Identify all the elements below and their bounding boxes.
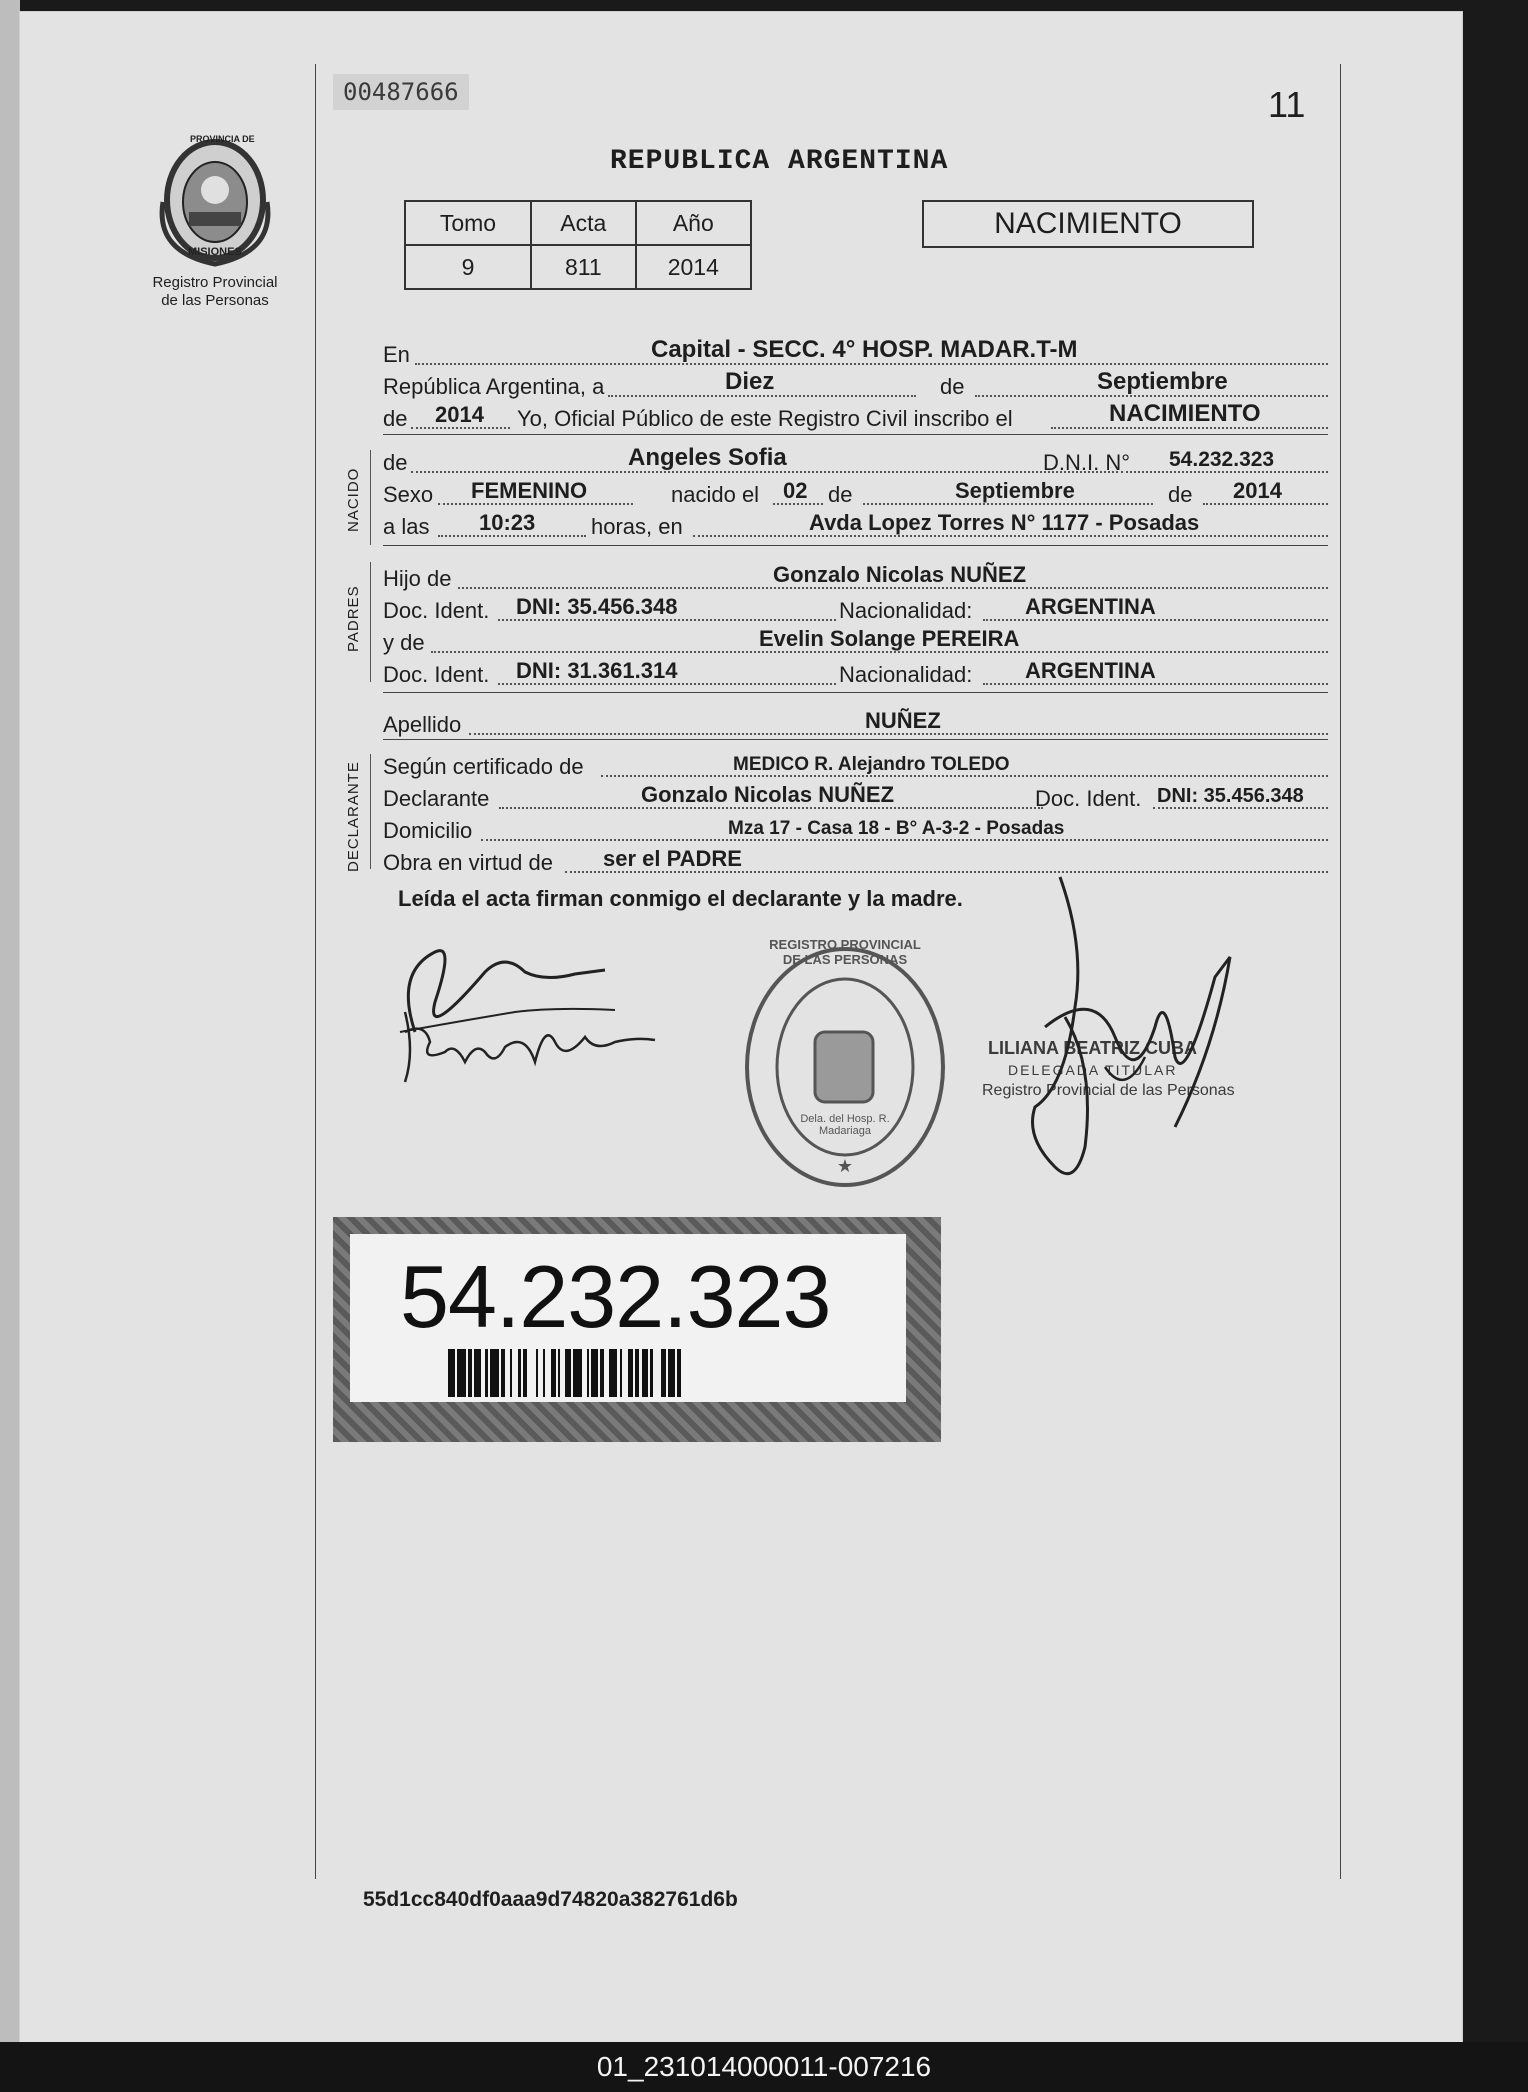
row-sexo (383, 480, 1328, 508)
value-father-nat: ARGENTINA (1025, 594, 1156, 619)
value-domicilio: Mza 17 - Casa 18 - B° A-3-2 - Posadas (728, 818, 1065, 839)
label-certificado: Según certificado de (383, 754, 584, 779)
closing-text: Leída el acta firman conmigo el declarante y la madre. (398, 886, 963, 911)
barcode-bar (510, 1349, 512, 1397)
header-acta: Acta (531, 201, 636, 245)
barcode-bar (587, 1349, 589, 1397)
official-signature (1015, 867, 1255, 1197)
barcode-bar (551, 1349, 555, 1397)
value-day: Diez (725, 368, 775, 395)
value-father: Gonzalo Nicolas NUÑEZ (773, 562, 1027, 587)
barcode-bar (609, 1349, 618, 1397)
value-year: 2014 (435, 402, 484, 427)
value-declarante: Gonzalo Nicolas NUÑEZ (641, 782, 895, 807)
svg-text:★: ★ (836, 1156, 854, 1177)
stamp-inner-text: Dela. del Hosp. R. Madariaga (800, 1113, 890, 1137)
label-doc-3: Doc. Ident. (1035, 786, 1142, 811)
barcode-bar (448, 1349, 455, 1397)
section-nacido-label: NACIDO (345, 467, 362, 532)
row-domicilio (383, 816, 1328, 844)
stamp-ring-text: REGISTRO PROVINCIAL DE LAS PERSONAS (769, 937, 921, 967)
label-de-2: de (383, 406, 408, 431)
record-type-box: NACIMIENTO (922, 200, 1254, 248)
section-declarante-label: DECLARANTE (345, 761, 362, 872)
value-acta: 811 (531, 245, 636, 289)
row-en (383, 336, 1328, 368)
label-nac-2: Nacionalidad: (839, 662, 973, 687)
barcode-bar (573, 1349, 582, 1397)
barcode-bar (600, 1349, 604, 1397)
value-birth-day: 02 (783, 478, 808, 503)
barcode-bar (628, 1349, 632, 1397)
label-doc-2: Doc. Ident. (383, 662, 490, 687)
row-declarante (383, 784, 1328, 812)
row-father-doc (383, 596, 1328, 624)
registry-stamp (735, 937, 955, 1197)
document-hash: 55d1cc840df0aaa9d74820a382761d6b (363, 1888, 738, 1911)
value-birth-year: 2014 (1233, 478, 1282, 503)
label-nac-1: Nacionalidad: (839, 598, 973, 623)
page-number: 11 (1268, 84, 1306, 125)
scan-edge (0, 0, 20, 2042)
header-tomo: Tomo (405, 201, 531, 245)
value-father-doc: DNI: 35.456.348 (516, 594, 678, 619)
barcode-bars (448, 1349, 818, 1397)
label-en: En (383, 342, 410, 367)
value-place: Capital - SECC. 4° HOSP. MADAR.T-M (651, 336, 1078, 363)
label-registry-text: Yo, Oficial Público de este Registro Civil inscribo el (517, 406, 1013, 431)
label-hijo-de: Hijo de (383, 566, 452, 591)
barcode-bar (642, 1349, 649, 1397)
seal-bottom-text: MISIONES (188, 246, 242, 258)
value-birth-month: Septiembre (955, 478, 1075, 503)
barcode-bar (457, 1349, 466, 1397)
label-domicilio: Domicilio (383, 818, 473, 843)
value-apellido: NUÑEZ (865, 708, 941, 733)
value-mother-doc: DNI: 31.361.314 (516, 658, 678, 683)
barcode-number: 54.232.323 (400, 1247, 831, 1346)
footer-id: 01_231014000011-007216 (0, 2042, 1528, 2092)
row-hijo-de (383, 564, 1328, 592)
registry-line-1: Registro Provincial (152, 274, 278, 291)
value-obra: ser el PADRE (603, 846, 742, 871)
barcode-bar (490, 1349, 499, 1397)
barcode-bar (620, 1349, 622, 1397)
row-mother-doc (383, 660, 1328, 688)
label-de-4: de (828, 482, 853, 507)
value-month: Septiembre (1097, 368, 1228, 395)
row-nacido-name (383, 444, 1328, 476)
barcode-bar (543, 1349, 545, 1397)
value-name: Angeles Sofia (628, 444, 787, 471)
section-padres-label: PADRES (345, 585, 362, 652)
record-table (404, 200, 752, 290)
label-doc-1: Doc. Ident. (383, 598, 490, 623)
right-margin-line (1340, 64, 1341, 1879)
barcode-bar (536, 1349, 538, 1397)
barcode-bar (565, 1349, 572, 1397)
barcode-bar (558, 1349, 560, 1397)
barcode-bar (635, 1349, 639, 1397)
barcode-bar (650, 1349, 652, 1397)
mother-signature (385, 992, 685, 1102)
left-margin-line (315, 64, 316, 1879)
label-horas-en: horas, en (591, 514, 683, 539)
seal-top-text: PROVINCIA DE (190, 134, 255, 144)
barcode-bar (591, 1349, 598, 1397)
registry-line-2: de las Personas (161, 292, 269, 309)
header-ano: Año (636, 201, 751, 245)
value-sexo: FEMENINO (471, 478, 588, 503)
country-title: REPUBLICA ARGENTINA (610, 146, 949, 177)
official-name: LILIANA BEATRIZ CUBA (988, 1038, 1197, 1058)
row-republica (383, 368, 1328, 400)
value-declarante-doc: DNI: 35.456.348 (1157, 785, 1304, 807)
row-y-de (383, 628, 1328, 656)
official-org: Registro Provincial de las Personas (982, 1082, 1235, 1099)
label-de-5: de (1168, 482, 1193, 507)
value-ano: 2014 (636, 245, 751, 289)
value-birth-place: Avda Lopez Torres N° 1177 - Posadas (809, 510, 1200, 535)
label-de-3: de (383, 450, 408, 475)
label-declarante: Declarante (383, 786, 490, 811)
row-year (383, 400, 1328, 432)
label-nacido-el: nacido el (671, 482, 760, 507)
registry-label (150, 274, 280, 310)
label-de-1: de (940, 374, 965, 399)
barcode-bar (668, 1349, 675, 1397)
label-sexo: Sexo (383, 482, 434, 507)
label-apellido: Apellido (383, 712, 462, 737)
barcode-bar (523, 1349, 527, 1397)
official-role: DELEGADA TITULAR (1008, 1062, 1178, 1078)
row-hora (383, 512, 1328, 540)
barcode-card (350, 1234, 906, 1402)
barcode-bar (677, 1349, 681, 1397)
barcode-bar (661, 1349, 665, 1397)
value-tomo: 9 (405, 245, 531, 289)
value-inscribed: NACIMIENTO (1109, 400, 1261, 427)
label-obra: Obra en virtud de (383, 850, 553, 875)
label-y-de: y de (383, 630, 425, 655)
label-a-las: a las (383, 514, 430, 539)
value-mother: Evelin Solange PEREIRA (759, 626, 1020, 651)
barcode-bar (485, 1349, 487, 1397)
value-certificado: MEDICO R. Alejandro TOLEDO (733, 754, 1010, 775)
row-apellido (383, 710, 1328, 738)
serial-number: 00487666 (333, 74, 469, 110)
label-republica: República Argentina, a (383, 374, 605, 399)
barcode-bar (518, 1349, 520, 1397)
barcode-bar (501, 1349, 505, 1397)
barcode-bar (468, 1349, 472, 1397)
value-dni: 54.232.323 (1169, 448, 1275, 471)
barcode-bar (474, 1349, 481, 1397)
value-mother-nat: ARGENTINA (1025, 658, 1156, 683)
birth-certificate-page (20, 12, 1462, 2042)
row-certificado (383, 752, 1328, 780)
label-dni: D.N.I. N° (1043, 450, 1131, 475)
value-time: 10:23 (479, 510, 536, 535)
